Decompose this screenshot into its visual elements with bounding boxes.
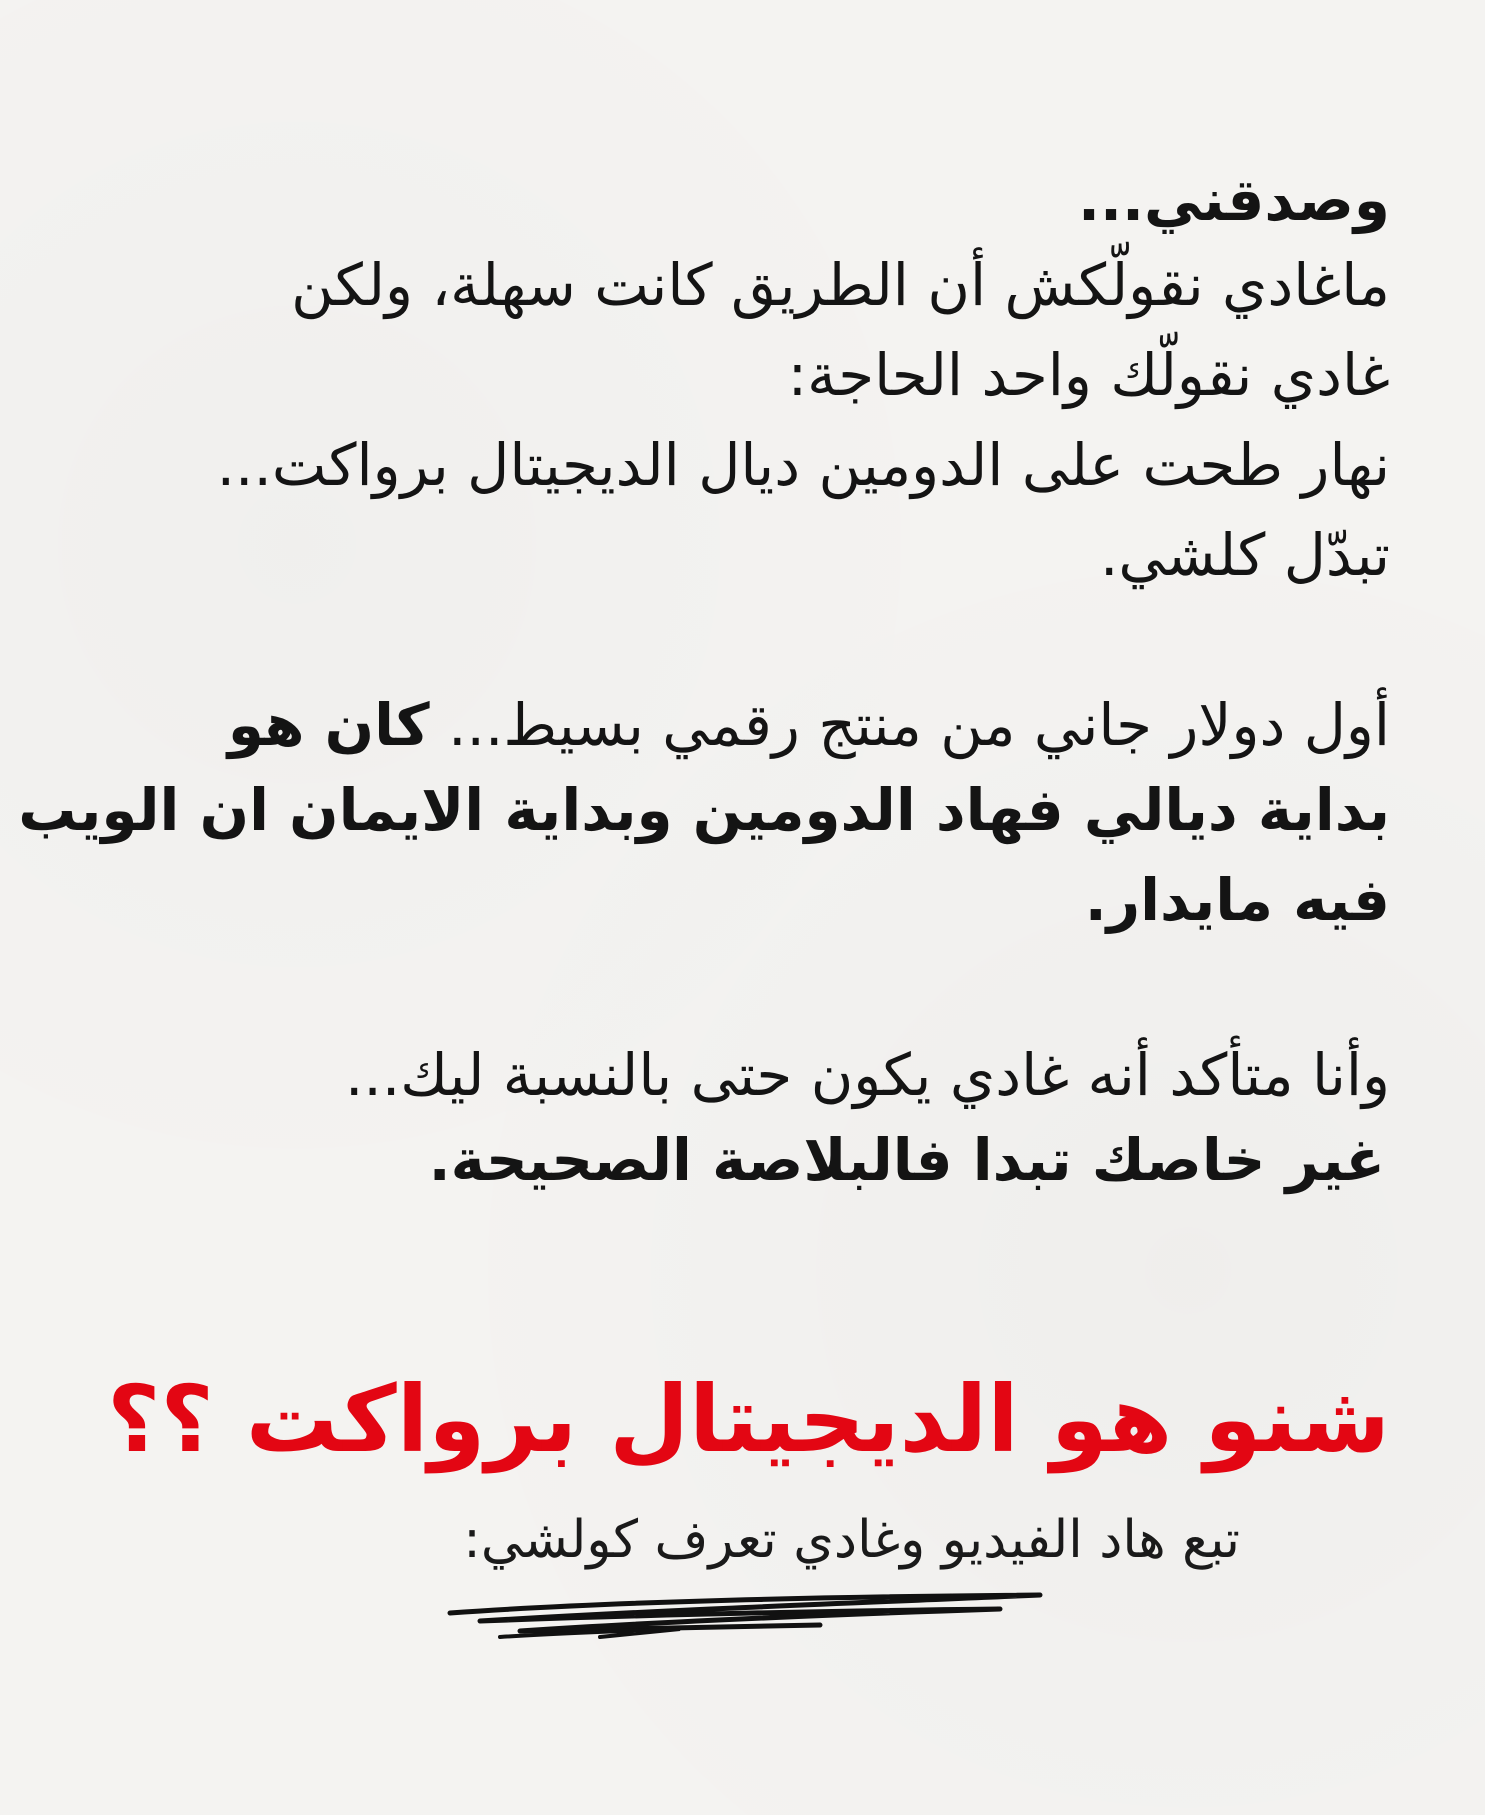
intro-line-4: نهار طحت على الدومين ديال الديجيتال برواكت... bbox=[216, 431, 1390, 499]
intro-line-3: غادي نقولّك واحد الحاجة: bbox=[787, 341, 1390, 409]
story-line-2: بداية ديالي فهاد الدومين وبداية الايمان ان الويب bbox=[18, 776, 1390, 844]
intro-line-2: ماغادي نقولّكش أن الطريق كانت سهلة، ولكن bbox=[291, 251, 1390, 319]
story-line-1 bbox=[228, 685, 1390, 765]
story-line-3: فيه مايدار. bbox=[1084, 866, 1390, 934]
main-heading: شنو هو الديجيتال برواكت ؟؟ bbox=[107, 1366, 1390, 1473]
story-line-1-bold: كان هو bbox=[227, 691, 430, 759]
subheading: تبع هاد الفيديو وغادي تعرف كولشي: bbox=[463, 1510, 1240, 1570]
brush-underline-decoration bbox=[440, 1585, 1050, 1655]
promise-line-1: وأنا متأكد أنه غادي يكون حتى بالنسبة ليك... bbox=[345, 1041, 1390, 1109]
intro-line-1: وصدقني... bbox=[1077, 166, 1390, 234]
promise-line-2: غير خاصك تبدا فالبلاصة الصحيحة. bbox=[428, 1126, 1385, 1194]
intro-line-5: تبدّل كلشي. bbox=[1100, 521, 1390, 589]
story-line-1-regular: أول دولار جاني من منتج رقمي بسيط... bbox=[429, 691, 1390, 759]
